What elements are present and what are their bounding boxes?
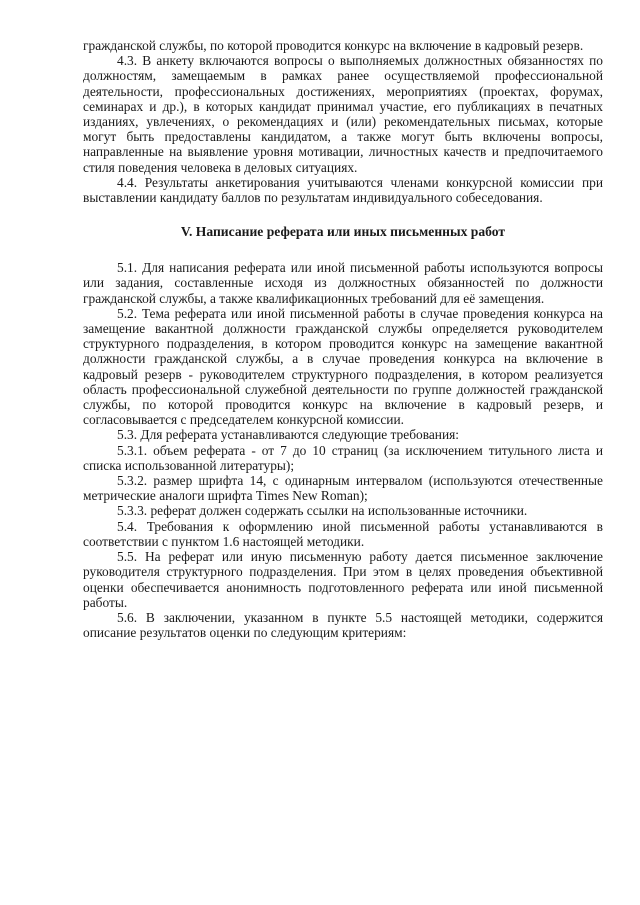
paragraph-4-3: 4.3. В анкету включаются вопросы о выполняемых должностных обязанностях по должностям, замещаемым в рамках ранее осуществляемой профессиональной деятельности, профессиональных достижениях, мероприятиях (проектах, форумах, семинарах и др.), в которых кандидат принимал участие, его публикациях в печатных изданиях, увлечениях, о рекомендациях и (или) рекомендательных письмах, которые могут быть предоставлены кандидатом, а также могут быть включены вопросы, направленные на выявление уровня мотивации, личностных качеств и предпочитаемого стиля поведения человека в деловых ситуациях. [83, 53, 603, 175]
paragraph-5-3-2: 5.3.2. размер шрифта 14, с одинарным интервалом (используются отечественные метрические аналоги шрифта Times New Roman); [83, 473, 603, 504]
paragraph-continuation: гражданской службы, по которой проводится конкурс на включение в кадровый резерв. [83, 38, 584, 53]
paragraph-5-4: 5.4. Требования к оформлению иной письменной работы устанавливаются в соответствии с пунктом 1.6 настоящей методики. [83, 518, 603, 549]
document-page [83, 38, 603, 640]
paragraph-5-5: 5.5. На реферат или иную письменную работу дается письменное заключение руководителя структурного подразделения. При этом в целях проведения объективной оценки обеспечивается анонимность подготовленного реферата или иной письменной работы. [83, 549, 603, 610]
paragraph-5-3: 5.3. Для реферата устанавливаются следующие требования: [117, 427, 459, 443]
paragraph-5-3-1: 5.3.1. объем реферата - от 7 до 10 страниц (за исключением титульного листа и списка использованной литературы); [83, 442, 603, 473]
paragraph-5-1: 5.1. Для написания реферата или иной письменной работы используются вопросы или задания, составленные исходя из должностных обязанностей по должности гражданской службы, а также квалификационных требований для её замещения. [83, 260, 603, 306]
paragraph-5-3-3: 5.3.3. реферат должен содержать ссылки на использованные источники. [117, 503, 528, 519]
paragraph-5-2: 5.2. Тема реферата или иной письменной работы в случае проведения конкурса на замещение вакантной должности гражданской службы определяется руководителем структурного подразделения, в котором проводится конкурс на замещение вакантной должности гражданской службы, а в случае проведения конкурса на включение в кадровый резерв - руководителем структурного подразделения, в котором реализуется область профессиональной служебной деятельности по группе должностей гражданской службы, по которой проводится конкурс на включение в кадровый резерв, и согласовывается с председателем конкурсной комиссии. [83, 305, 603, 428]
section-heading: V. Написание реферата или иных письменных работ [180, 224, 506, 240]
paragraph-5-6: 5.6. В заключении, указанном в пункте 5.5 настоящей методики, содержится описание результатов оценки по следующим критериям: [83, 609, 603, 641]
paragraph-4-4: 4.4. Результаты анкетирования учитываются членами конкурсной комиссии при выставлении кандидату баллов по результатам индивидуального собеседования. [83, 174, 603, 206]
